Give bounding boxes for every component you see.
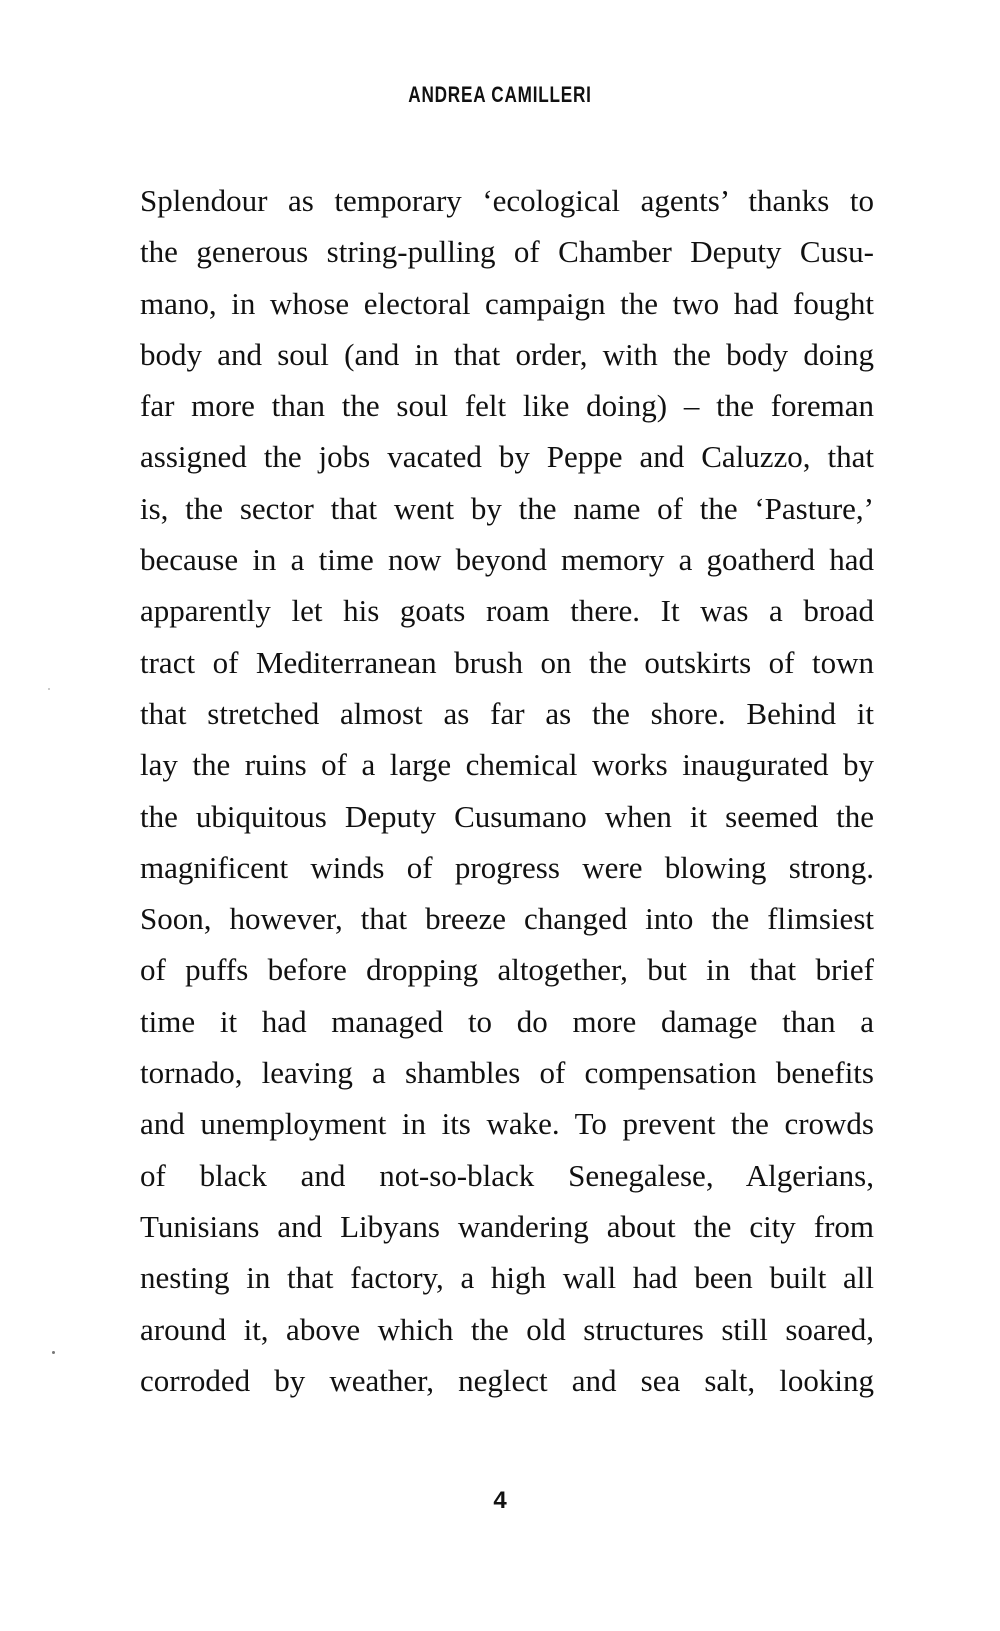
text-line: around it, above which the old structures still soared, xyxy=(140,1311,874,1347)
text-line: because in a time now beyond memory a goatherd had xyxy=(140,542,874,578)
text-line: is, the sector that went by the name of the ‘Pasture,’ xyxy=(140,490,874,526)
text-line: of puffs before dropping altogether, but in that brief xyxy=(140,952,874,988)
text-line: apparently let his goats roam there. It was a broad xyxy=(140,593,874,629)
text-line: that stretched almost as far as the shore. Behind it xyxy=(140,695,874,731)
text-line: tornado, leaving a shambles of compensation benefits xyxy=(140,1055,874,1091)
text-line: the ubiquitous Deputy Cusumano when it seemed the xyxy=(140,798,874,834)
text-line: magnificent winds of progress were blowing strong. xyxy=(140,849,874,885)
text-line: far more than the soul felt like doing) – the foreman xyxy=(140,388,874,424)
text-line: mano, in whose electoral campaign the two had fought xyxy=(140,285,874,321)
text-line: of black and not-so-black Senegalese, Algerians, xyxy=(140,1157,874,1193)
text-line: time it had managed to do more damage than a xyxy=(140,1003,874,1039)
text-line: lay the ruins of a large chemical works inaugurated by xyxy=(140,747,874,783)
text-line: nesting in that factory, a high wall had been built all xyxy=(140,1260,874,1296)
text-line: corroded by weather, neglect and sea salt, looking xyxy=(140,1362,874,1398)
scan-speck xyxy=(48,688,50,690)
text-line: the generous string-pulling of Chamber Deputy Cusu- xyxy=(140,234,874,270)
text-line: body and soul (and in that order, with the body doing xyxy=(140,336,874,372)
text-line: and unemployment in its wake. To prevent the crowds xyxy=(140,1106,874,1142)
scan-speck xyxy=(52,1351,55,1354)
text-line: Splendour as temporary ‘ecological agents’ thanks to xyxy=(140,183,874,218)
running-head: ANDREA CAMILLERI xyxy=(408,82,592,107)
text-line: assigned the jobs vacated by Peppe and Caluzzo, that xyxy=(140,439,874,475)
page-number: 4 xyxy=(493,1487,507,1514)
text-line: Tunisians and Libyans wandering about the city from xyxy=(140,1208,874,1244)
text-line: Soon, however, that breeze changed into the flimsiest xyxy=(140,901,874,937)
text-line: tract of Mediterranean brush on the outskirts of town xyxy=(140,644,874,680)
body-text xyxy=(140,175,874,1406)
